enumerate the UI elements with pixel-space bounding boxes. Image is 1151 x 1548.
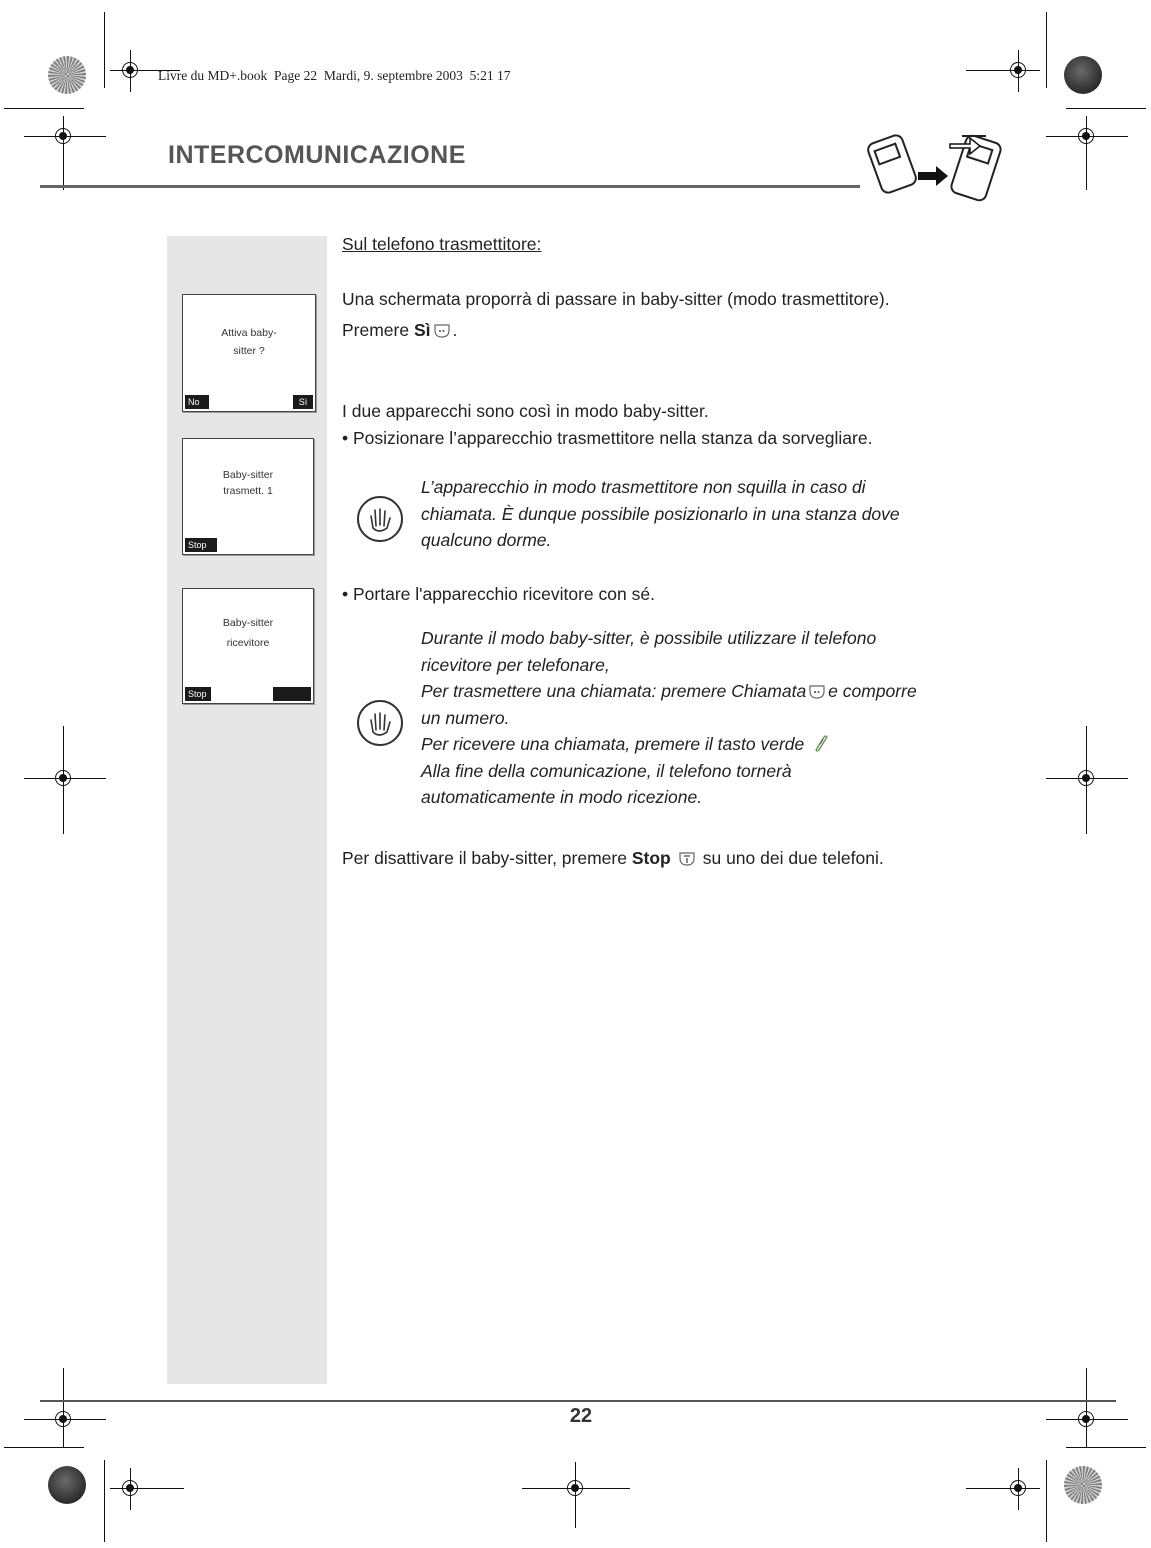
paragraph-line: Premere Sì . (342, 320, 458, 340)
page-number: 22 (569, 1405, 593, 1427)
crop-line (104, 1460, 105, 1542)
crop-line (575, 1462, 576, 1528)
section-heading: Sul telefono trasmettitore: (342, 234, 542, 254)
phone-screen (182, 438, 314, 555)
stop-key-icon (679, 852, 695, 866)
phone-screen (182, 294, 316, 412)
crop-line (1046, 136, 1128, 137)
note-line: qualcuno dorme. (421, 530, 552, 550)
crop-line (1066, 108, 1146, 109)
phone-screen (182, 588, 314, 704)
crop-line (130, 1488, 184, 1489)
crop-line (24, 1419, 106, 1420)
note-block (421, 625, 917, 811)
key-name: Sì (413, 320, 431, 340)
note-line: Durante il modo baby-sitter, è possibile utilizzare il telefono (421, 628, 877, 648)
note-line: ricevitore per telefonare, (421, 654, 610, 675)
bullet-item: • Portare l'apparecchio ricevitore con sé. (342, 584, 655, 604)
crop-line (1066, 1447, 1146, 1448)
paragraph: Per disattivare il baby-sitter, premere Stop su uno dei due telefoni. (342, 848, 884, 868)
crop-line (104, 12, 105, 88)
key-name: Stop (631, 848, 671, 868)
note-line: Per ricevere una chiamata, premere il tasto verde (421, 731, 917, 758)
crop-line (63, 140, 64, 190)
crop-line (24, 136, 106, 137)
softkey-left-icon (809, 685, 825, 699)
registration-ball-icon (48, 56, 86, 94)
registration-ball-icon (1064, 56, 1102, 94)
print-slug: Livre du MD+.book Page 22 Mardi, 9. septembre 2003 5:21 17 (158, 68, 511, 83)
crop-line (1046, 1460, 1047, 1542)
crop-line (966, 70, 1006, 71)
page-title: INTERCOMUNICAZIONE (168, 141, 466, 169)
bullet-item: • Posizionare l’apparecchio trasmettitore nella stanza da sorvegliare. (342, 428, 873, 448)
paragraph-line: Una schermata proporrà di passare in baby-sitter (modo trasmettitore). (342, 289, 890, 309)
screen-line: ricevitore (226, 637, 270, 649)
softkey-right (273, 687, 311, 701)
registration-ball-icon (48, 1466, 86, 1504)
crop-line (1046, 12, 1047, 88)
green-call-key-icon (812, 734, 828, 752)
note-line: chiamata. È dunque possibile posizionarlo in una stanza dove (421, 503, 900, 524)
crop-line (4, 1447, 84, 1448)
softkey-left: Stop (185, 687, 211, 701)
crop-line (4, 108, 84, 109)
title-rule (40, 185, 860, 188)
note-line: L’apparecchio in modo trasmettitore non squilla in caso di (421, 477, 866, 497)
screen-line: trasmett. 1 (223, 485, 273, 497)
softkey-left: No (185, 395, 209, 409)
paragraph (342, 284, 890, 346)
crop-line (24, 778, 106, 779)
note-line: automaticamente in modo ricezione. (421, 787, 703, 807)
crop-line (1086, 140, 1087, 190)
note-line: Alla fine della comunicazione, il telefono tornerà (421, 760, 792, 781)
crop-line (966, 1488, 1006, 1489)
softkey-right: Sì (293, 395, 313, 409)
hand-note-icon (357, 496, 403, 542)
paragraph (342, 398, 872, 452)
screen-line: sitter ? (233, 345, 265, 357)
crop-line (1046, 1419, 1128, 1420)
screen-line: Baby-sitter (222, 617, 274, 629)
softkey-right-icon (434, 324, 450, 338)
hand-note-icon (357, 700, 403, 746)
footer-rule (40, 1400, 1116, 1402)
softkey-left: Stop (185, 538, 217, 552)
paragraph-line: I due apparecchi sono così in modo baby-sitter. (342, 401, 709, 421)
note-line: Per trasmettere una chiamata: premere Chiamata e comporre (421, 681, 917, 701)
screen-line: Baby-sitter (222, 469, 274, 481)
crop-line (1046, 778, 1128, 779)
note-line: un numero. (421, 707, 510, 728)
screen-line: Attiva baby- (221, 327, 277, 339)
note-block (421, 474, 900, 554)
registration-ball-icon (1064, 1466, 1102, 1504)
handset-transfer-icon (866, 128, 1006, 204)
